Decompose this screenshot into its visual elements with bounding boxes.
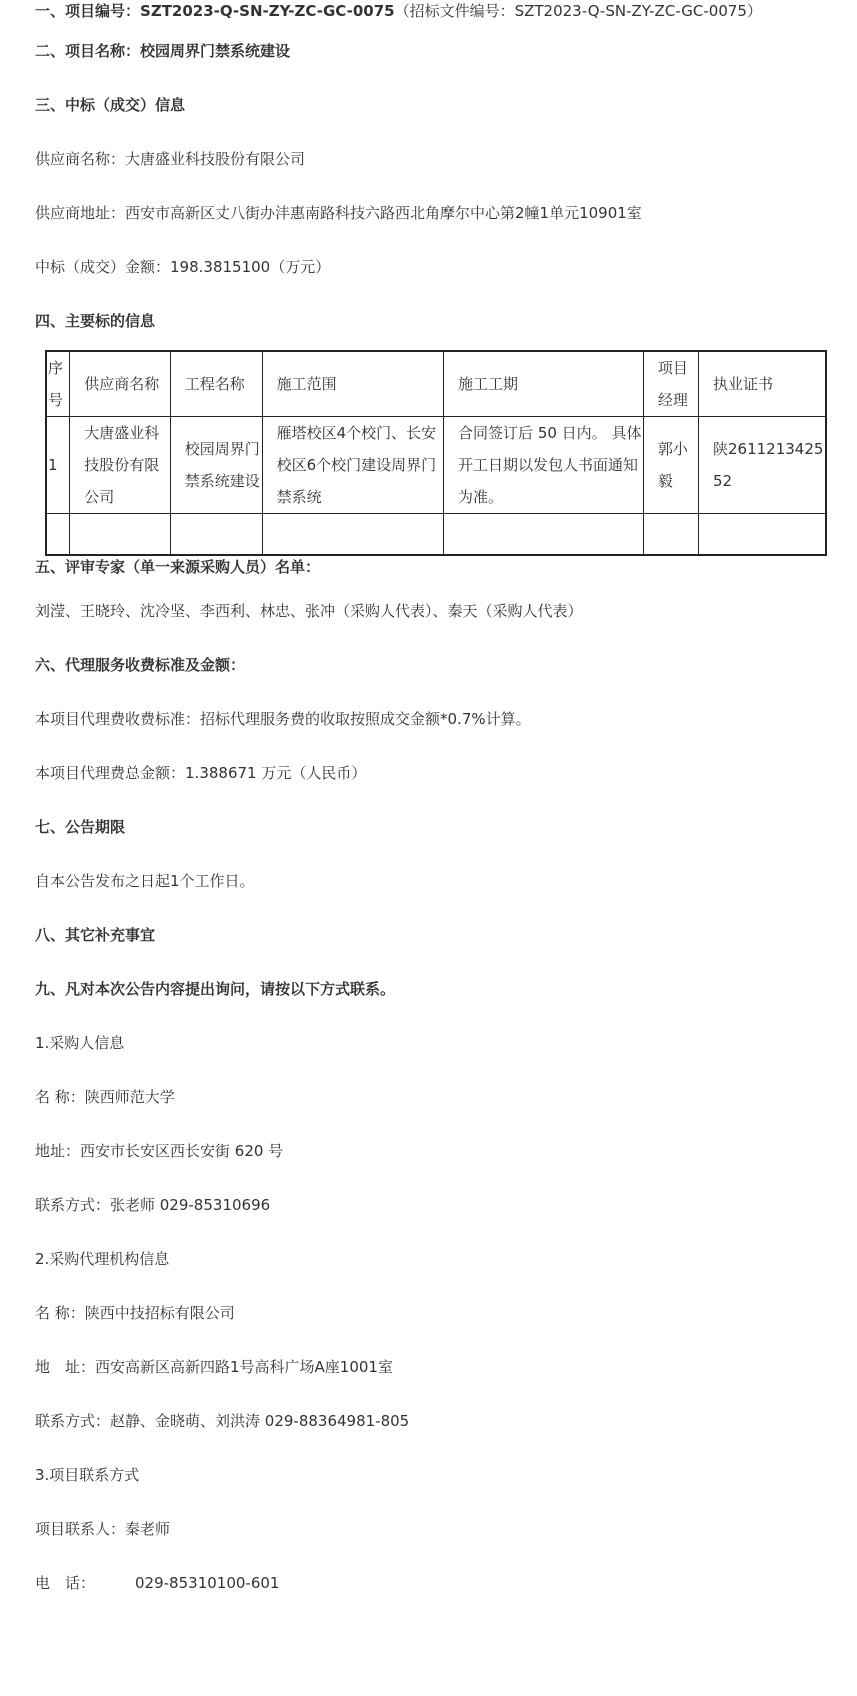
purchaser-name: 名 称：陕西师范大学 [35,1088,175,1106]
award-amount: 中标（成交）金额：198.3815100（万元） [35,258,331,276]
purchaser-heading: 1.采购人信息 [35,1034,125,1052]
agency-contact: 联系方式：赵静、金晓萌、刘洪涛 029-88364981-805 [35,1412,410,1430]
project-name: 校园周界门禁系统建设 [140,42,291,60]
expert-list: 刘滢、王晓玲、沈冷坚、李西利、林忠、张冲（采购人代表）、秦天（采购人代表） [35,602,583,620]
section-8-title: 八、其它补充事宜 [35,926,156,944]
section-project-name [35,40,822,94]
tender-doc-number: （招标文件编号：SZT2023-Q-SN-ZY-ZC-GC-0075） [394,2,762,20]
section-2-label: 二、项目名称： [35,42,141,60]
project-number: SZT2023-Q-SN-ZY-ZC-GC-0075 [140,2,395,20]
table-cell: 校园周界门禁系统建设 [170,417,262,514]
section-3-title: 三、中标（成交）信息 [35,96,186,114]
header-cell: 项目经理 [643,351,698,417]
table-cell: 1 [46,417,70,514]
project-contact-heading: 3.项目联系方式 [35,1466,140,1484]
agency-heading: 2.采购代理机构信息 [35,1250,170,1268]
section-5-title: 五、评审专家（单一来源采购人员）名单： [35,558,321,576]
table-cell: 大唐盛业科技股份有限公司 [70,417,170,514]
project-contact-phone [35,1572,822,1626]
table-row [46,417,826,514]
agency-address: 地 址：西安高新区高新四路1号高科广场A座1001室 [35,1358,393,1376]
table-empty-row [46,514,826,556]
notice-period: 自本公告发布之日起1个工作日。 [35,872,255,890]
table-cell: 郭小毅 [643,417,698,514]
header-cell: 供应商名称 [70,351,170,417]
section-7-title: 七、公告期限 [35,818,126,836]
project-contact-person: 项目联系人：秦老师 [35,1520,171,1538]
purchaser-contact: 联系方式：张老师 029-85310696 [35,1196,271,1214]
header-cell: 施工范围 [262,351,443,417]
section-project-number [35,0,822,40]
supplier-name: 供应商名称：大唐盛业科技股份有限公司 [35,150,306,168]
section-4-title: 四、主要标的信息 [35,312,156,330]
fee-total: 本项目代理费总金额：1.388671 万元（人民币） [35,764,367,782]
header-cell: 施工工期 [444,351,644,417]
table-header-row [46,351,826,417]
table-cell: 陕261121342552 [699,417,827,514]
section-1-label: 一、项目编号： [35,2,141,20]
phone-number: 029-85310100-601 [135,1574,280,1592]
fee-standard: 本项目代理费收费标准：招标代理服务费的收取按照成交金额*0.7%计算。 [35,710,531,728]
table-cell: 雁塔校区4个校门、长安校区6个校门建设周界门禁系统 [262,417,443,514]
section-6-title: 六、代理服务收费标准及金额： [35,656,246,674]
header-cell: 工程名称 [170,351,262,417]
header-cell: 序号 [46,351,70,417]
agency-name: 名 称：陕西中技招标有限公司 [35,1304,235,1322]
phone-label: 电 话： [35,1574,96,1592]
table-cell: 合同签订后 50 日内。 具体开工日期以发包人书面通知为准。 [444,417,644,514]
award-table [45,350,827,556]
section-9-title: 九、凡对本次公告内容提出询问，请按以下方式联系。 [35,980,396,998]
supplier-address: 供应商地址：西安市高新区丈八街办沣惠南路科技六路西北角摩尔中心第2幢1单元10901室 [35,204,642,222]
header-cell: 执业证书 [699,351,827,417]
purchaser-address: 地址：西安市长安区西长安街 620 号 [35,1142,284,1160]
